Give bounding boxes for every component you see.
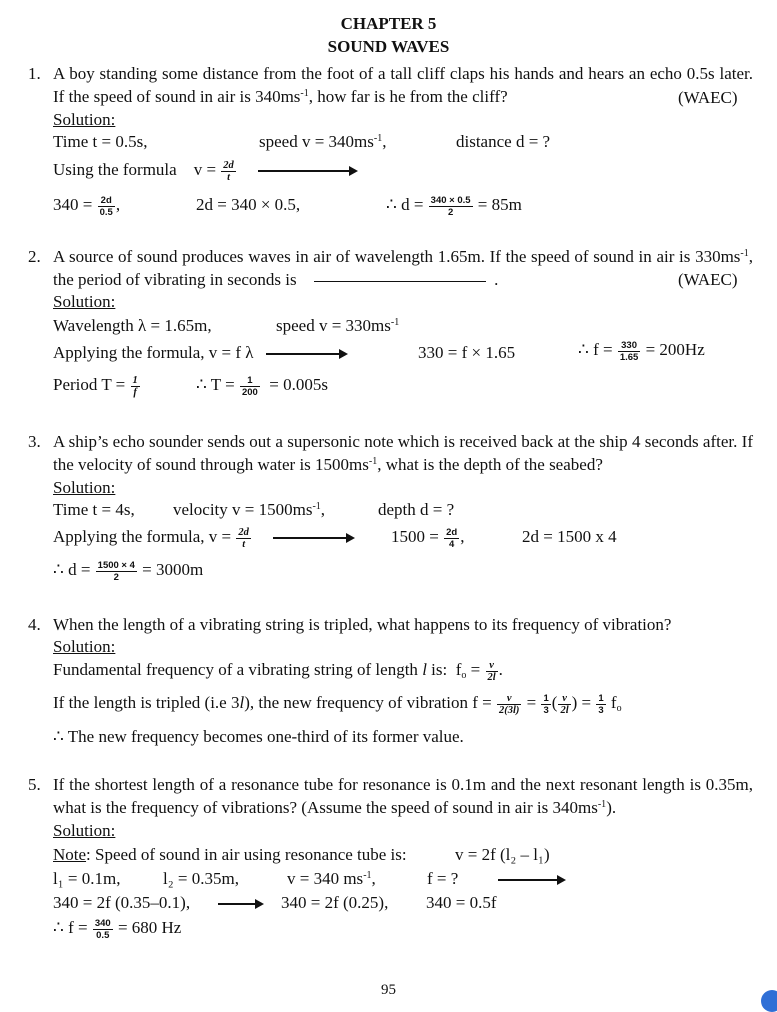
q1-formula-line: Using the formula v = $\frac{2d}{t}$ — [53, 158, 358, 183]
q5-note-formula: v = 2f (l₂ – l₁) — [455, 845, 550, 864]
question-3-solution-label: Solution: — [53, 478, 116, 497]
question-2-text: A source of sound produces waves in air of wavelength 1.65m. If the speed of sound in air is $330ms^{-1}$, the period of vibrating in seconds is . — [53, 247, 753, 289]
question-4-text: When the length of a vibrating string is tripled, what happens to its frequency of vibration? — [53, 615, 672, 634]
question-5-text: If the shortest length of a resonance tube for resonance is 0.1m and the next resonant length is 0.35m, what is the frequency of vibrations? (Assume the speed of sound in air is $340ms^{-1}$). — [53, 775, 753, 817]
q5-note: Note: Speed of sound in air using resonance tube is: — [53, 845, 407, 864]
page-number: 95 — [381, 982, 396, 998]
q4-line-2: If the length is tripled (i.e 3l), the new frequency of vibration f = $\frac{v}{2(3l)}$ = $\frac{1}{3}$ ( $\frac{v}{2l}$ ) = $\frac{1}{3}$ $f_o$ — [53, 692, 622, 716]
q3-formula-line: Applying the formula, v = $\frac{2d}{t}$ — [53, 525, 355, 550]
q2-equation-3: ∴ T = $\frac{1}{200}$ = 0.005s — [196, 374, 328, 398]
arrow-icon — [266, 349, 348, 359]
q2-given-wavelength: Wavelength λ = 1.65m, — [53, 316, 212, 335]
q4-new-f-fraction: $\frac{v}{2(3l)}$ — [498, 692, 520, 716]
question-4-solution-label: Solution: — [53, 637, 116, 656]
q2-eq3-fraction: $\frac{1}{200}$ — [241, 374, 258, 398]
q4-line-1: Fundamental frequency of a vibrating string of length l is: $f_o$ = $\frac{v}{2l}$ . — [53, 659, 503, 683]
q1-given-time: Time t = 0.5s, — [53, 132, 148, 151]
question-2-solution-label: Solution: — [53, 292, 116, 311]
q2-given-speed: speed $v = 330ms^{-1}$ — [276, 316, 400, 335]
question-5-number: 5. — [28, 775, 41, 794]
q3-given-velocity: velocity $v = 1500ms^{-1}$, — [173, 500, 326, 519]
scroll-indicator-icon[interactable] — [761, 990, 777, 1012]
q5-given-l2: l₂ = 0.35m, — [163, 869, 239, 888]
arrow-icon — [498, 875, 566, 885]
arrow-icon — [273, 533, 355, 543]
question-3-text: A ship’s echo sounder sends out a supersonic note which is received back at the ship 4 seconds after. If the velocity of sound through water is $1500ms^{-1}$, what is the depth of the seabed? — [53, 432, 753, 474]
q4-f0-fraction: $\frac{v}{2l}$ — [487, 659, 496, 683]
q5-equation-1: 340 = 2f (0.35–0.1), — [53, 893, 191, 912]
q4-result-fraction: $\frac{1}{3}$ — [598, 692, 604, 716]
q1-formula-fraction: $\frac{2d}{t}$ — [223, 159, 234, 183]
q3-formula-fraction: $\frac{2d}{t}$ — [238, 526, 249, 550]
q5-given-f: f = ? — [427, 869, 459, 888]
q1-equation-2: 2d = 340 × 0.5, — [196, 195, 301, 214]
q1-equation-3: ∴ d = $\frac{340 \times 0.5}{2}$ = 85m — [386, 194, 522, 218]
q1-eq1-fraction: $\frac{2d}{0.5}$ — [99, 194, 113, 218]
question-1-solution-label: Solution: — [53, 110, 116, 129]
chapter-title: SOUND WAVES — [327, 37, 450, 56]
question-3-number: 3. — [28, 432, 41, 451]
q3-eq3-fraction: $\frac{1500 \times 4}{2}$ — [97, 559, 135, 583]
q5-eq4-fraction: $\frac{340}{0.5}$ — [94, 917, 111, 941]
q3-equation-1: 1500 = $\frac{2d}{4}$ , — [391, 526, 465, 550]
q2-eq2-fraction: $\frac{330}{1.65}$ — [619, 339, 639, 363]
question-2-number: 2. — [28, 247, 41, 266]
q5-equation-2: 340 = 2f (0.25), — [281, 893, 389, 912]
q3-given-depth: depth d = ? — [378, 500, 455, 519]
q1-given-distance: distance d = ? — [456, 132, 551, 151]
q3-eq1-fraction: $\frac{2d}{4}$ — [446, 526, 458, 550]
q5-given-v: v = 340 $ms^{-1}$, — [287, 869, 376, 888]
q4-conclusion: ∴ The new frequency becomes one-third of its former value. — [53, 727, 464, 746]
q2-period-line: Period T = $\frac{1}{f}$ — [53, 374, 138, 398]
chapter-heading: CHAPTER 5 — [340, 14, 437, 33]
q1-equation-1: 340 = $\frac{2d}{0.5}$ , — [53, 194, 121, 218]
q1-eq3-fraction: $\frac{340 \times 0.5}{2}$ — [430, 194, 471, 218]
q4-third-fraction: $\frac{1}{3}$ — [543, 692, 549, 716]
question-5-solution-label: Solution: — [53, 821, 116, 840]
q3-equation-3: ∴ d = $\frac{1500 \times 4}{2}$ = 3000m — [53, 559, 204, 583]
q5-equation-4: ∴ f = $\frac{340}{0.5}$ = 680 Hz — [53, 917, 182, 941]
q2-equation-1: 330 = f × 1.65 — [418, 343, 516, 362]
arrow-icon — [218, 899, 264, 909]
question-1-source: (WAEC) — [678, 88, 738, 107]
q2-formula-line: Applying the formula, v = f λ — [53, 342, 348, 364]
q3-equation-2: 2d = 1500 x 4 — [522, 527, 617, 546]
q2-period-fraction: $\frac{1}{f}$ — [132, 374, 138, 398]
arrow-icon — [258, 166, 358, 176]
answer-blank — [314, 281, 486, 282]
question-1-text: A boy standing some distance from the foot of a tall cliff claps his hands and hears an echo 0.5s later. If the speed of sound in air is $340ms^{-1}$, how far is he from the cliff? — [53, 64, 753, 106]
q4-inner-fraction: $\frac{v}{2l}$ — [560, 692, 569, 716]
question-4-number: 4. — [28, 615, 41, 634]
question-1-number: 1. — [28, 64, 41, 83]
q3-given-time: Time t = 4s, — [53, 500, 135, 519]
q5-equation-3: 340 = 0.5f — [426, 893, 497, 912]
q1-given-speed: speed $v = 340ms^{-1}$, — [259, 132, 387, 151]
q5-given-l1: l₁ = 0.1m, — [53, 869, 121, 888]
q5-arrow-2 — [218, 893, 264, 913]
q2-equation-2: ∴ f = $\frac{330}{1.65}$ = 200Hz — [578, 339, 705, 363]
question-2-source: (WAEC) — [678, 270, 738, 289]
q5-arrow-1 — [498, 869, 566, 889]
